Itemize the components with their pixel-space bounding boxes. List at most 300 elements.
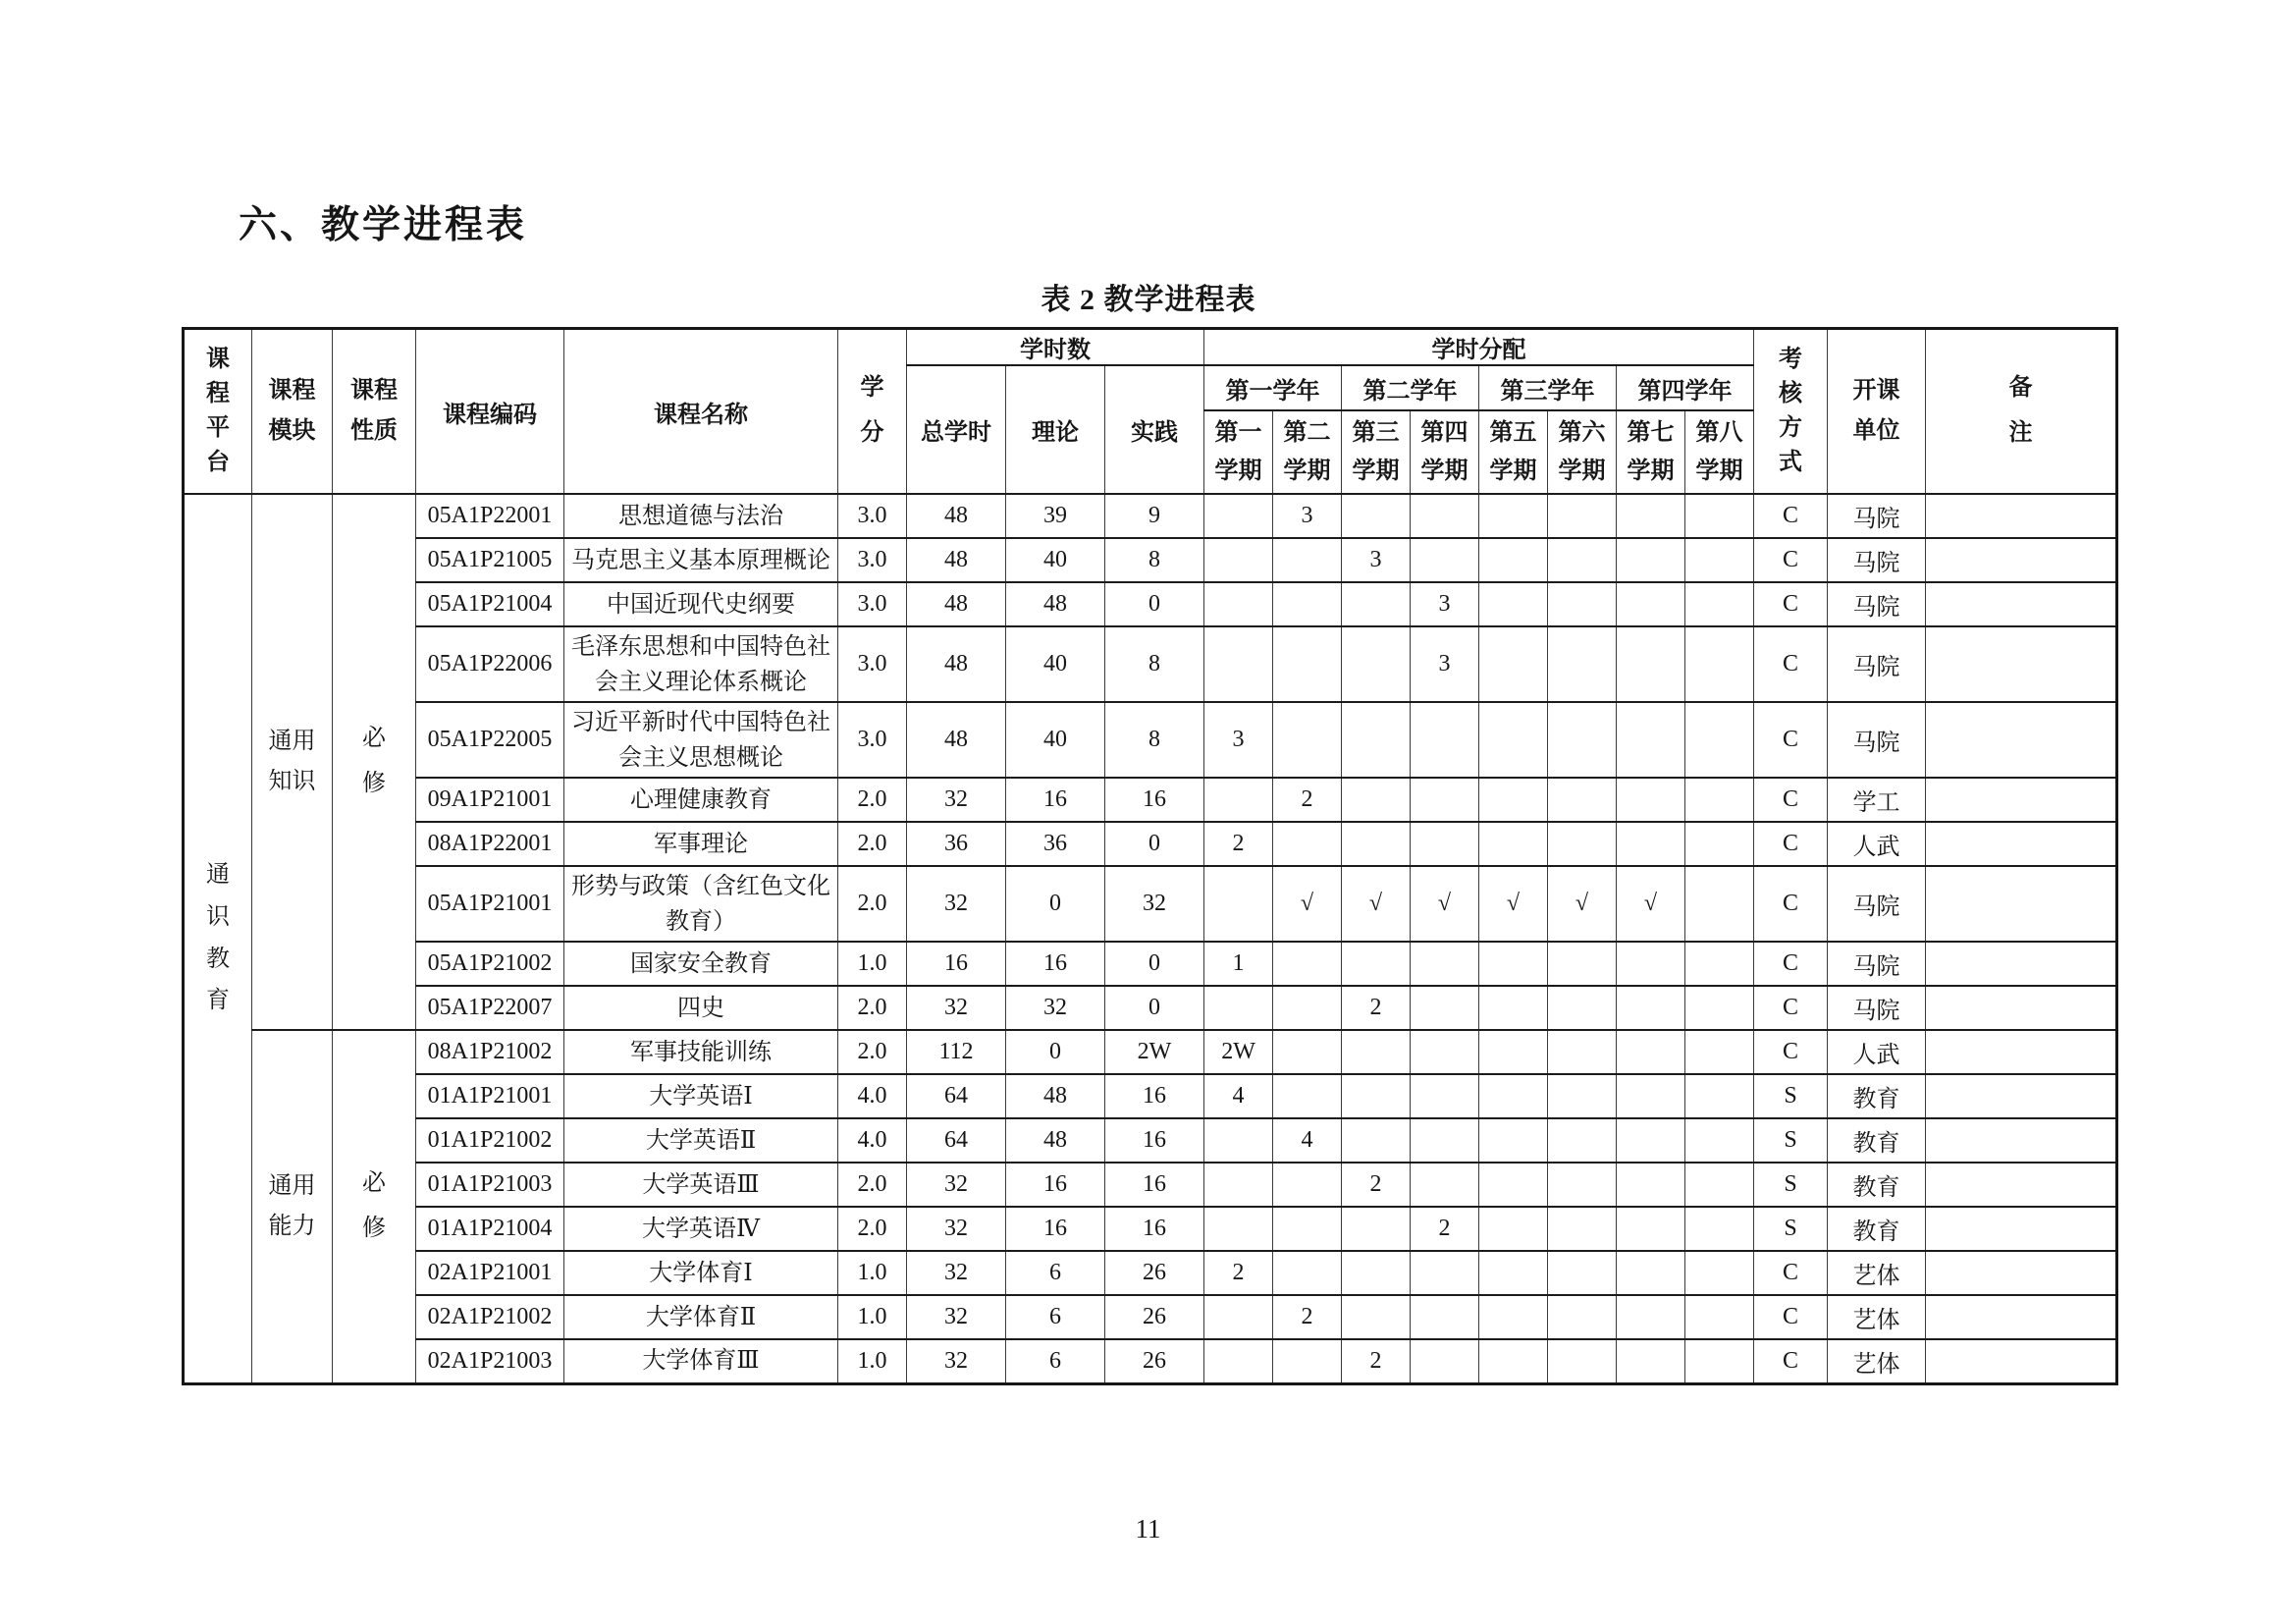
semester-cell — [1411, 1163, 1479, 1207]
col-header-semester-5: 第五学期 — [1479, 410, 1548, 494]
col-header-course-name: 课程名称 — [564, 329, 838, 495]
assessment-cell: C — [1754, 626, 1828, 702]
semester-cell — [1548, 626, 1617, 702]
unit-cell: 马院 — [1828, 538, 1926, 582]
semester-cell — [1411, 702, 1479, 778]
semester-cell — [1548, 822, 1617, 866]
semester-cell — [1204, 986, 1273, 1030]
semester-cell — [1273, 702, 1342, 778]
header-row-1 — [184, 329, 2117, 366]
semester-cell — [1479, 1251, 1548, 1295]
semester-cell — [1685, 942, 1754, 986]
theory-hours-cell: 0 — [1006, 866, 1105, 942]
semester-cell — [1204, 1118, 1273, 1163]
semester-cell — [1479, 986, 1548, 1030]
credits-cell: 1.0 — [838, 1295, 907, 1339]
course-code-cell: 08A1P22001 — [416, 822, 564, 866]
semester-cell — [1685, 494, 1754, 538]
credits-cell: 3.0 — [838, 538, 907, 582]
unit-cell: 马院 — [1828, 702, 1926, 778]
semester-cell: 2W — [1204, 1030, 1273, 1074]
remark-cell — [1926, 1030, 2117, 1074]
total-hours-cell: 32 — [907, 1295, 1006, 1339]
semester-cell — [1273, 986, 1342, 1030]
assessment-cell: C — [1754, 1030, 1828, 1074]
semester-cell — [1411, 494, 1479, 538]
semester-cell — [1204, 1207, 1273, 1251]
table-row — [184, 1295, 2117, 1339]
semester-cell — [1273, 942, 1342, 986]
unit-cell: 马院 — [1828, 626, 1926, 702]
semester-cell — [1479, 494, 1548, 538]
table-row — [184, 494, 2117, 538]
semester-cell — [1617, 1207, 1685, 1251]
credits-cell: 3.0 — [838, 582, 907, 626]
semester-cell — [1685, 1207, 1754, 1251]
remark-cell — [1926, 1074, 2117, 1118]
course-code-cell: 05A1P21004 — [416, 582, 564, 626]
table-row — [184, 866, 2117, 942]
semester-cell — [1411, 1030, 1479, 1074]
unit-cell: 学工 — [1828, 778, 1926, 822]
credits-cell: 1.0 — [838, 1251, 907, 1295]
semester-cell — [1617, 626, 1685, 702]
course-name-cell: 大学体育Ⅰ — [564, 1251, 838, 1295]
credits-cell: 4.0 — [838, 1118, 907, 1163]
module-cell: 通用知识 — [252, 494, 333, 1030]
semester-cell — [1204, 1339, 1273, 1383]
practice-hours-cell: 8 — [1105, 702, 1204, 778]
remark-cell — [1926, 626, 2117, 702]
semester-cell — [1548, 942, 1617, 986]
semester-cell — [1548, 1118, 1617, 1163]
remark-cell — [1926, 778, 2117, 822]
course-code-cell: 05A1P22001 — [416, 494, 564, 538]
semester-cell — [1685, 1295, 1754, 1339]
course-code-cell: 02A1P21002 — [416, 1295, 564, 1339]
course-name-cell: 四史 — [564, 986, 838, 1030]
assessment-cell: S — [1754, 1074, 1828, 1118]
semester-cell: 2 — [1204, 1251, 1273, 1295]
col-header-year-1: 第一学年 — [1204, 365, 1342, 410]
total-hours-cell: 48 — [907, 626, 1006, 702]
unit-cell: 教育 — [1828, 1163, 1926, 1207]
assessment-cell: C — [1754, 866, 1828, 942]
remark-cell — [1926, 986, 2117, 1030]
semester-cell — [1548, 1251, 1617, 1295]
semester-cell — [1342, 778, 1411, 822]
total-hours-cell: 32 — [907, 1251, 1006, 1295]
semester-cell — [1204, 778, 1273, 822]
semester-cell: 3 — [1411, 582, 1479, 626]
table-row — [184, 1339, 2117, 1383]
semester-cell — [1342, 582, 1411, 626]
table-row — [184, 1251, 2117, 1295]
semester-cell — [1548, 494, 1617, 538]
semester-cell — [1411, 1295, 1479, 1339]
credits-cell: 3.0 — [838, 702, 907, 778]
semester-cell — [1342, 1118, 1411, 1163]
practice-hours-cell: 32 — [1105, 866, 1204, 942]
theory-hours-cell: 32 — [1006, 986, 1105, 1030]
platform-cell: 通识教育 — [184, 494, 252, 1383]
course-code-cell: 02A1P21001 — [416, 1251, 564, 1295]
remark-cell — [1926, 1118, 2117, 1163]
practice-hours-cell: 0 — [1105, 942, 1204, 986]
semester-cell: 2 — [1204, 822, 1273, 866]
total-hours-cell: 36 — [907, 822, 1006, 866]
remark-cell — [1926, 538, 2117, 582]
total-hours-cell: 48 — [907, 702, 1006, 778]
semester-cell — [1548, 1207, 1617, 1251]
semester-cell — [1273, 626, 1342, 702]
theory-hours-cell: 48 — [1006, 1074, 1105, 1118]
semester-cell — [1617, 1295, 1685, 1339]
theory-hours-cell: 6 — [1006, 1295, 1105, 1339]
course-name-cell: 思想道德与法治 — [564, 494, 838, 538]
semester-cell — [1342, 1207, 1411, 1251]
semester-cell — [1548, 986, 1617, 1030]
table-row — [184, 1118, 2117, 1163]
semester-cell — [1617, 538, 1685, 582]
course-code-cell: 01A1P21002 — [416, 1118, 564, 1163]
practice-hours-cell: 16 — [1105, 778, 1204, 822]
semester-cell — [1617, 1118, 1685, 1163]
course-code-cell: 05A1P21001 — [416, 866, 564, 942]
semester-cell — [1411, 822, 1479, 866]
credits-cell: 2.0 — [838, 778, 907, 822]
assessment-cell: C — [1754, 1339, 1828, 1383]
semester-cell — [1273, 1339, 1342, 1383]
col-header-year-2: 第二学年 — [1342, 365, 1479, 410]
assessment-cell: C — [1754, 942, 1828, 986]
semester-cell — [1479, 1163, 1548, 1207]
semester-cell — [1617, 1030, 1685, 1074]
semester-cell — [1617, 494, 1685, 538]
assessment-cell: C — [1754, 494, 1828, 538]
credits-cell: 2.0 — [838, 1207, 907, 1251]
semester-cell — [1204, 494, 1273, 538]
semester-cell — [1411, 986, 1479, 1030]
semester-cell — [1479, 1295, 1548, 1339]
semester-cell — [1685, 1074, 1754, 1118]
semester-cell — [1617, 1251, 1685, 1295]
unit-cell: 艺体 — [1828, 1339, 1926, 1383]
semester-cell — [1617, 822, 1685, 866]
course-name-cell: 军事理论 — [564, 822, 838, 866]
credits-cell: 1.0 — [838, 942, 907, 986]
semester-cell — [1685, 1118, 1754, 1163]
semester-cell — [1685, 986, 1754, 1030]
unit-cell: 马院 — [1828, 582, 1926, 626]
assessment-cell: C — [1754, 1295, 1828, 1339]
total-hours-cell: 48 — [907, 494, 1006, 538]
semester-cell — [1685, 822, 1754, 866]
credits-cell: 4.0 — [838, 1074, 907, 1118]
table-row — [184, 986, 2117, 1030]
table-row — [184, 582, 2117, 626]
semester-cell — [1617, 1339, 1685, 1383]
table-row — [184, 702, 2117, 778]
semester-cell — [1548, 1295, 1617, 1339]
total-hours-cell: 32 — [907, 1207, 1006, 1251]
semester-cell — [1273, 1163, 1342, 1207]
semester-cell — [1548, 1074, 1617, 1118]
semester-cell — [1617, 702, 1685, 778]
semester-cell — [1479, 702, 1548, 778]
col-header-semester-8: 第八学期 — [1685, 410, 1754, 494]
semester-cell — [1685, 1339, 1754, 1383]
unit-cell: 教育 — [1828, 1074, 1926, 1118]
page-number: 11 — [1135, 1514, 1161, 1543]
semester-cell — [1204, 538, 1273, 582]
theory-hours-cell: 40 — [1006, 538, 1105, 582]
semester-cell — [1411, 1074, 1479, 1118]
practice-hours-cell: 26 — [1105, 1339, 1204, 1383]
total-hours-cell: 32 — [907, 778, 1006, 822]
course-name-cell: 军事技能训练 — [564, 1030, 838, 1074]
semester-cell — [1411, 1118, 1479, 1163]
nature-cell: 必修 — [333, 494, 416, 1030]
semester-cell — [1685, 582, 1754, 626]
semester-cell — [1342, 626, 1411, 702]
table-row — [184, 1030, 2117, 1074]
theory-hours-cell: 48 — [1006, 582, 1105, 626]
remark-cell — [1926, 1207, 2117, 1251]
col-header-semester-4: 第四学期 — [1411, 410, 1479, 494]
unit-cell: 马院 — [1828, 942, 1926, 986]
semester-cell: √ — [1548, 866, 1617, 942]
course-name-cell: 中国近现代史纲要 — [564, 582, 838, 626]
semester-cell — [1685, 778, 1754, 822]
remark-cell — [1926, 1251, 2117, 1295]
course-code-cell: 01A1P21004 — [416, 1207, 564, 1251]
col-header-semester-6: 第六学期 — [1548, 410, 1617, 494]
unit-cell: 艺体 — [1828, 1251, 1926, 1295]
course-code-cell: 09A1P21001 — [416, 778, 564, 822]
theory-hours-cell: 39 — [1006, 494, 1105, 538]
semester-cell — [1342, 822, 1411, 866]
col-header-year-4: 第四学年 — [1617, 365, 1754, 410]
practice-hours-cell: 8 — [1105, 626, 1204, 702]
semester-cell: 4 — [1204, 1074, 1273, 1118]
remark-cell — [1926, 1295, 2117, 1339]
semester-cell — [1685, 626, 1754, 702]
theory-hours-cell: 16 — [1006, 1207, 1105, 1251]
total-hours-cell: 32 — [907, 1339, 1006, 1383]
practice-hours-cell: 9 — [1105, 494, 1204, 538]
semester-cell — [1273, 1074, 1342, 1118]
semester-cell — [1342, 942, 1411, 986]
semester-cell — [1548, 1163, 1617, 1207]
theory-hours-cell: 48 — [1006, 1118, 1105, 1163]
col-header-semester-7: 第七学期 — [1617, 410, 1685, 494]
col-header-assessment: 考核方式 — [1754, 329, 1828, 495]
semester-cell — [1273, 822, 1342, 866]
assessment-cell: C — [1754, 538, 1828, 582]
semester-cell — [1479, 1118, 1548, 1163]
course-name-cell: 习近平新时代中国特色社会主义思想概论 — [564, 702, 838, 778]
course-name-cell: 心理健康教育 — [564, 778, 838, 822]
total-hours-cell: 48 — [907, 538, 1006, 582]
semester-cell — [1342, 1251, 1411, 1295]
semester-cell — [1617, 582, 1685, 626]
semester-cell — [1342, 1074, 1411, 1118]
assessment-cell: C — [1754, 778, 1828, 822]
remark-cell — [1926, 942, 2117, 986]
semester-cell — [1273, 1251, 1342, 1295]
total-hours-cell: 32 — [907, 986, 1006, 1030]
unit-cell: 马院 — [1828, 866, 1926, 942]
practice-hours-cell: 16 — [1105, 1207, 1204, 1251]
col-header-semester-1: 第一学期 — [1204, 410, 1273, 494]
theory-hours-cell: 6 — [1006, 1251, 1105, 1295]
col-header-semester-3: 第三学期 — [1342, 410, 1411, 494]
assessment-cell: C — [1754, 1251, 1828, 1295]
semester-cell — [1685, 702, 1754, 778]
remark-cell — [1926, 702, 2117, 778]
semester-cell — [1685, 1030, 1754, 1074]
semester-cell — [1479, 822, 1548, 866]
practice-hours-cell: 16 — [1105, 1163, 1204, 1207]
remark-cell — [1926, 582, 2117, 626]
semester-cell — [1204, 582, 1273, 626]
practice-hours-cell: 16 — [1105, 1118, 1204, 1163]
credits-cell: 2.0 — [838, 1030, 907, 1074]
semester-cell — [1479, 778, 1548, 822]
semester-cell: 3 — [1273, 494, 1342, 538]
col-header-total-hours: 总学时 — [907, 365, 1006, 494]
course-name-cell: 国家安全教育 — [564, 942, 838, 986]
semester-cell: 2 — [1342, 1163, 1411, 1207]
col-header-year-3: 第三学年 — [1479, 365, 1617, 410]
semester-cell — [1479, 538, 1548, 582]
col-header-unit: 开课单位 — [1828, 329, 1926, 495]
unit-cell: 马院 — [1828, 494, 1926, 538]
table-row — [184, 1163, 2117, 1207]
semester-cell: 2 — [1273, 778, 1342, 822]
semester-cell — [1204, 1163, 1273, 1207]
col-header-semester-2: 第二学期 — [1273, 410, 1342, 494]
assessment-cell: C — [1754, 702, 1828, 778]
total-hours-cell: 64 — [907, 1118, 1006, 1163]
semester-cell: √ — [1411, 866, 1479, 942]
course-name-cell: 大学英语Ⅲ — [564, 1163, 838, 1207]
assessment-cell: C — [1754, 822, 1828, 866]
credits-cell: 3.0 — [838, 494, 907, 538]
semester-cell: 2 — [1411, 1207, 1479, 1251]
semester-cell — [1685, 1251, 1754, 1295]
semester-cell — [1342, 702, 1411, 778]
theory-hours-cell: 36 — [1006, 822, 1105, 866]
credits-cell: 3.0 — [838, 626, 907, 702]
course-code-cell: 05A1P22006 — [416, 626, 564, 702]
unit-cell: 人武 — [1828, 822, 1926, 866]
nature-cell: 必修 — [333, 1030, 416, 1383]
col-header-course-nature: 课程性质 — [333, 329, 416, 495]
practice-hours-cell: 26 — [1105, 1295, 1204, 1339]
semester-cell — [1411, 538, 1479, 582]
semester-cell — [1342, 1295, 1411, 1339]
practice-hours-cell: 8 — [1105, 538, 1204, 582]
semester-cell: 4 — [1273, 1118, 1342, 1163]
semester-cell — [1685, 1163, 1754, 1207]
table-row — [184, 778, 2117, 822]
col-header-course-code: 课程编码 — [416, 329, 564, 495]
course-name-cell: 大学体育Ⅲ — [564, 1339, 838, 1383]
semester-cell — [1479, 942, 1548, 986]
teaching-schedule-table — [182, 327, 2118, 1385]
semester-cell — [1479, 1030, 1548, 1074]
semester-cell — [1273, 582, 1342, 626]
semester-cell: √ — [1479, 866, 1548, 942]
course-name-cell: 马克思主义基本原理概论 — [564, 538, 838, 582]
total-hours-cell: 48 — [907, 582, 1006, 626]
theory-hours-cell: 16 — [1006, 942, 1105, 986]
semester-cell — [1617, 1074, 1685, 1118]
semester-cell — [1204, 1295, 1273, 1339]
course-code-cell: 05A1P21005 — [416, 538, 564, 582]
total-hours-cell: 64 — [907, 1074, 1006, 1118]
table-row — [184, 942, 2117, 986]
semester-cell: 2 — [1342, 986, 1411, 1030]
course-code-cell: 08A1P21002 — [416, 1030, 564, 1074]
semester-cell — [1548, 702, 1617, 778]
course-code-cell: 05A1P22007 — [416, 986, 564, 1030]
unit-cell: 艺体 — [1828, 1295, 1926, 1339]
assessment-cell: C — [1754, 582, 1828, 626]
unit-cell: 教育 — [1828, 1207, 1926, 1251]
semester-cell — [1479, 582, 1548, 626]
semester-cell: 3 — [1342, 538, 1411, 582]
course-name-cell: 大学体育Ⅱ — [564, 1295, 838, 1339]
semester-cell: √ — [1342, 866, 1411, 942]
credits-cell: 2.0 — [838, 866, 907, 942]
semester-cell: 3 — [1411, 626, 1479, 702]
credits-cell: 2.0 — [838, 986, 907, 1030]
theory-hours-cell: 0 — [1006, 1030, 1105, 1074]
semester-cell: 1 — [1204, 942, 1273, 986]
semester-cell — [1273, 1030, 1342, 1074]
semester-cell — [1617, 778, 1685, 822]
semester-cell — [1342, 494, 1411, 538]
col-header-hours-distribution: 学时分配 — [1204, 329, 1754, 366]
remark-cell — [1926, 494, 2117, 538]
theory-hours-cell: 40 — [1006, 626, 1105, 702]
assessment-cell: S — [1754, 1118, 1828, 1163]
semester-cell — [1479, 1207, 1548, 1251]
course-code-cell: 02A1P21003 — [416, 1339, 564, 1383]
remark-cell — [1926, 1339, 2117, 1383]
assessment-cell: C — [1754, 986, 1828, 1030]
course-code-cell: 05A1P22005 — [416, 702, 564, 778]
practice-hours-cell: 2W — [1105, 1030, 1204, 1074]
semester-cell — [1617, 1163, 1685, 1207]
semester-cell — [1479, 1074, 1548, 1118]
semester-cell: 2 — [1273, 1295, 1342, 1339]
semester-cell — [1479, 1339, 1548, 1383]
total-hours-cell: 32 — [907, 1163, 1006, 1207]
unit-cell: 人武 — [1828, 1030, 1926, 1074]
practice-hours-cell: 0 — [1105, 986, 1204, 1030]
total-hours-cell: 16 — [907, 942, 1006, 986]
theory-hours-cell: 16 — [1006, 1163, 1105, 1207]
course-code-cell: 01A1P21003 — [416, 1163, 564, 1207]
credits-cell: 2.0 — [838, 822, 907, 866]
table-row — [184, 626, 2117, 702]
section-title: 六、教学进程表 — [239, 204, 528, 246]
assessment-cell: S — [1754, 1207, 1828, 1251]
